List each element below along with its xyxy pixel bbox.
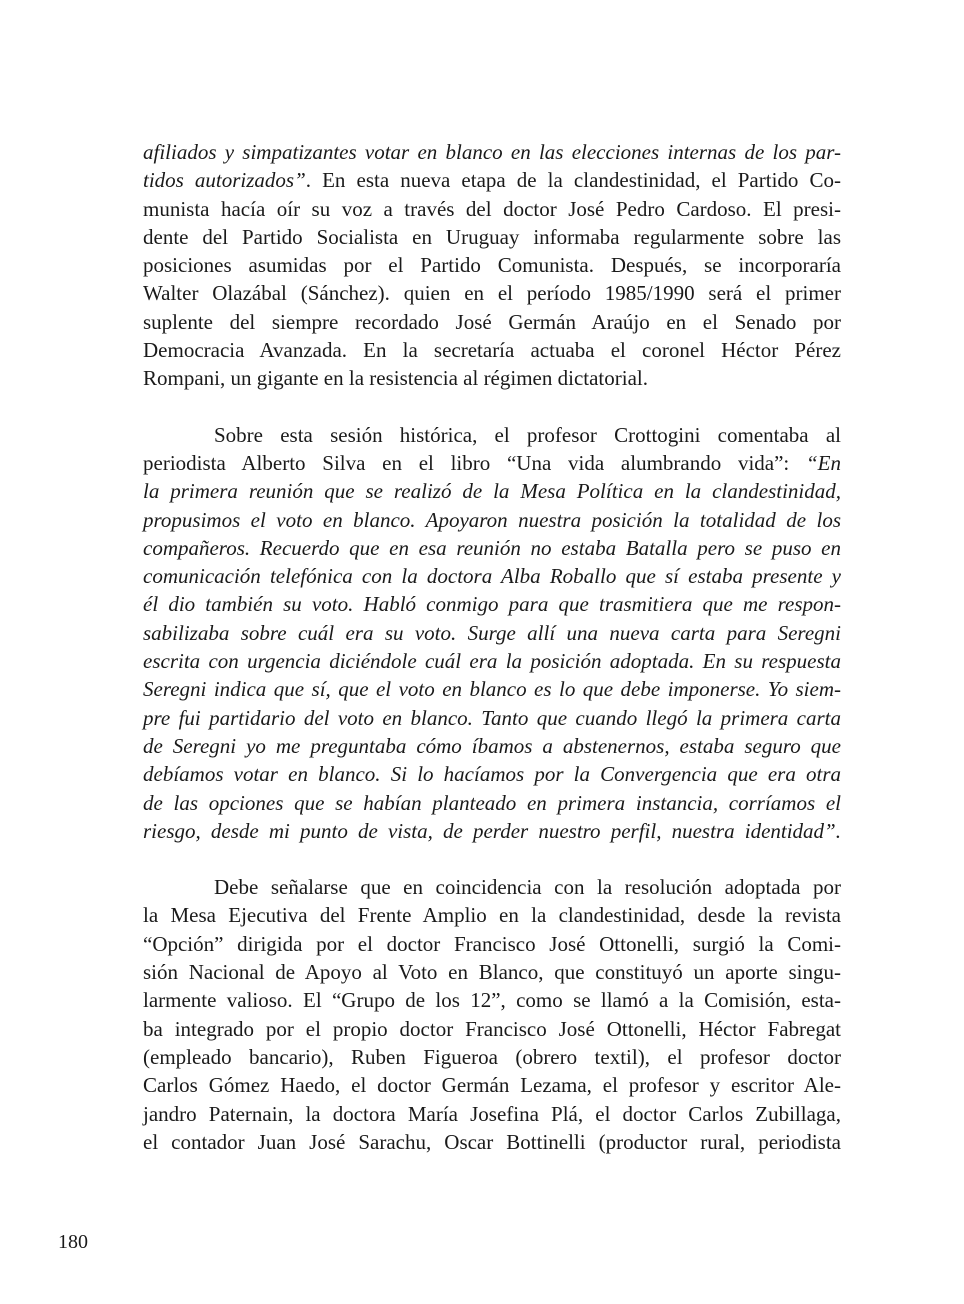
text-line: la Mesa Ejecutiva del Frente Amplio en la clandestinidad, desde la revista: [143, 903, 841, 928]
text-line: de las opciones que se habían planteado en primera instancia, corríamos el: [143, 790, 841, 815]
text-line: pre fui partidario del voto en blanco. Tanto que cuando llegó la primera carta: [143, 705, 841, 730]
page-number: 180: [58, 1231, 88, 1253]
text-line: debíamos votar en blanco. Si lo hacíamos por la Convergencia que era otra: [143, 762, 841, 787]
text-line: la primera reunión que se realizó de la Mesa Política en la clandestinidad,: [143, 479, 841, 504]
text-line: “Opción” dirigida por el doctor Francisco José Ottonelli, surgió la Comi-: [143, 931, 841, 956]
text-line: munista hacía oír su voz a través del doctor José Pedro Cardoso. El presi-: [143, 196, 841, 221]
text-line: Debe señalarse que en coincidencia con la resolución adoptada por: [214, 875, 841, 900]
text-line: (empleado bancario), Ruben Figueroa (obrero textil), el profesor doctor: [143, 1044, 841, 1069]
text-line: larmente valioso. El “Grupo de los 12”, como se llamó a la Comisión, esta-: [143, 988, 841, 1013]
text-line: de Seregni yo me preguntaba cómo íbamos a abstenernos, estaba seguro que: [143, 733, 841, 758]
text-line: dente del Partido Socialista en Uruguay informaba regularmente sobre las: [143, 224, 841, 249]
text-span: . En esta nueva etapa de la clandestinidad, el Partido Co-: [305, 168, 841, 193]
paragraph-3: [143, 873, 841, 1156]
text-span: tidos autorizados”: [143, 168, 306, 193]
text-line: suplente del siempre recordado José Germán Araújo en el Senado por: [143, 309, 841, 334]
text-line: sión Nacional de Apoyo al Voto en Blanco, que constituyó un aporte singu-: [143, 960, 841, 985]
paragraph-2: [143, 421, 841, 845]
text-span: afiliados y simpatizantes votar en blanco en las elecciones internas de los par-: [143, 140, 841, 164]
text-line: ba integrado por el propio doctor Francisco José Ottonelli, Héctor Fabregat: [143, 1016, 841, 1041]
text-line: Walter Olazábal (Sánchez). quien en el período 1985/1990 será el primer: [143, 281, 841, 306]
text-line: Sobre esta sesión histórica, el profesor Crottogini comentaba al: [214, 422, 841, 447]
text-line: jandro Paternain, la doctora María Josefina Plá, el doctor Carlos Zubillaga,: [143, 1101, 841, 1126]
text-line: [143, 449, 841, 477]
text-line: Seregni indica que sí, que el voto en blanco es lo que debe imponerse. Yo siem-: [143, 677, 841, 702]
text-line: [143, 138, 841, 166]
text-line: Rompani, un gigante en la resistencia al régimen dictatorial.: [143, 366, 648, 391]
text-line: sabilizaba sobre cuál era su voto. Surge allí una nueva carta para Seregni: [143, 620, 841, 645]
text-line: propusimos el voto en blanco. Apoyaron nuestra posición la totalidad de los: [143, 507, 841, 532]
text-line: el contador Juan José Sarachu, Oscar Bottinelli (productor rural, periodista: [143, 1129, 841, 1154]
text-line: [143, 166, 841, 194]
text-span: “En: [805, 450, 841, 475]
text-span: periodista Alberto Silva en el libro “Una vida alumbrando vida”:: [143, 450, 806, 475]
page-body: [143, 138, 841, 1156]
text-line: riesgo, desde mi punto de vista, de perder nuestro perfil, nuestra identidad”.: [143, 818, 841, 843]
text-line: Democracia Avanzada. En la secretaría actuaba el coronel Héctor Pérez: [143, 338, 841, 363]
paragraph-1: [143, 138, 841, 393]
text-line: posiciones asumidas por el Partido Comunista. Después, se incorporaría: [143, 253, 841, 278]
text-line: compañeros. Recuerdo que en esa reunión no estaba Batalla pero se puso en: [143, 535, 841, 560]
text-line: escrita con urgencia diciéndole cuál era la posición adoptada. En su respuesta: [143, 649, 841, 674]
text-line: comunicación telefónica con la doctora Alba Roballo que sí estaba presente y: [143, 564, 841, 589]
text-line: Carlos Gómez Haedo, el doctor Germán Lezama, el profesor y escritor Ale-: [143, 1073, 841, 1098]
text-line: él dio también su voto. Habló conmigo para que trasmitiera que me respon-: [143, 592, 841, 617]
